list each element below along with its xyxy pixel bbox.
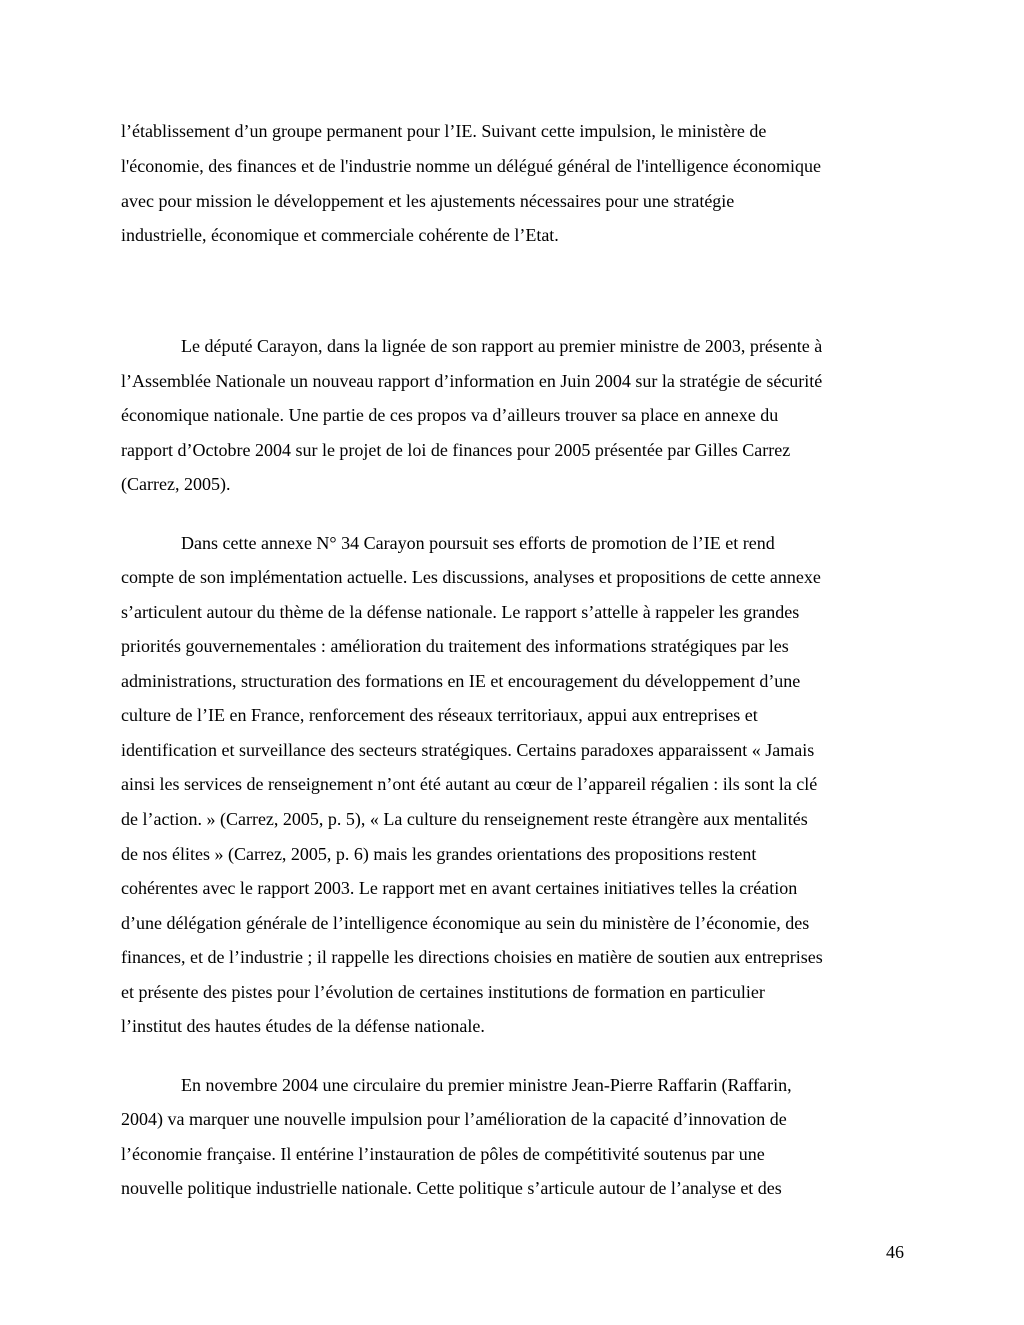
text-line: l’Assemblée Nationale un nouveau rapport d’information en Juin 2004 sur la stratégie de sécurité [121,371,823,391]
text-line: Le député Carayon, dans la lignée de son rapport au premier ministre de 2003, présente à [181,336,823,356]
text-line: Dans cette annexe N° 34 Carayon poursuit ses efforts de promotion de l’IE et rend [181,533,775,553]
text-line: 2004) va marquer une nouvelle impulsion pour l’amélioration de la capacité d’innovation de [121,1109,787,1129]
text-line: ainsi les services de renseignement n’ont été autant au cœur de l’appareil régalien : ils sont la clé [121,774,818,794]
text-line: s’articulent autour du thème de la défense nationale. Le rapport s’attelle à rappeler les grandes [121,602,800,622]
text-line: l'économie, des finances et de l'industrie nomme un délégué général de l'intelligence économique [121,156,821,176]
text-line: de nos élites » (Carrez, 2005, p. 6) mais les grandes orientations des propositions restent [121,844,757,864]
text-line: compte de son implémentation actuelle. Les discussions, analyses et propositions de cette annexe [121,567,821,587]
text-line: culture de l’IE en France, renforcement des réseaux territoriaux, appui aux entreprises et [121,705,758,725]
text-line: administrations, structuration des formations en IE et encouragement du développement d’une [121,671,801,691]
text-line: économique nationale. Une partie de ces propos va d’ailleurs trouver sa place en annexe du [121,405,779,425]
text-line: industrielle, économique et commerciale cohérente de l’Etat. [121,225,559,245]
text-line: (Carrez, 2005). [121,474,231,494]
text-line: l’institut des hautes études de la défense nationale. [121,1016,485,1036]
text-line: cohérentes avec le rapport 2003. Le rapport met en avant certaines initiatives telles la création [121,878,798,898]
text-line: d’une délégation générale de l’intelligence économique au sein du ministère de l’économie, des [121,913,810,933]
text-line: finances, et de l’industrie ; il rappelle les directions choisies en matière de soutien aux entreprises [121,947,823,967]
text-line: En novembre 2004 une circulaire du premier ministre Jean-Pierre Raffarin (Raffarin, [181,1075,792,1095]
page-number: 46 [886,1242,904,1262]
text-line: rapport d’Octobre 2004 sur le projet de loi de finances pour 2005 présentée par Gilles Carrez [121,440,791,460]
text-line: l’établissement d’un groupe permanent pour l’IE. Suivant cette impulsion, le ministère de [121,121,767,141]
text-line: l’économie française. Il entérine l’instauration de pôles de compétitivité soutenus par une [121,1144,765,1164]
text-line: et présente des pistes pour l’évolution de certaines institutions de formation en particulier [121,982,765,1002]
text-line: nouvelle politique industrielle nationale. Cette politique s’articule autour de l’analyse et des [121,1178,782,1198]
text-line: de l’action. » (Carrez, 2005, p. 5), « La culture du renseignement reste étrangère aux mentalités [121,809,808,829]
text-line: avec pour mission le développement et les ajustements nécessaires pour une stratégie [121,191,735,211]
text-line: identification et surveillance des secteurs stratégiques. Certains paradoxes apparaissent « Jamais [121,740,815,760]
text-line: priorités gouvernementales : amélioration du traitement des informations stratégiques par les [121,636,789,656]
